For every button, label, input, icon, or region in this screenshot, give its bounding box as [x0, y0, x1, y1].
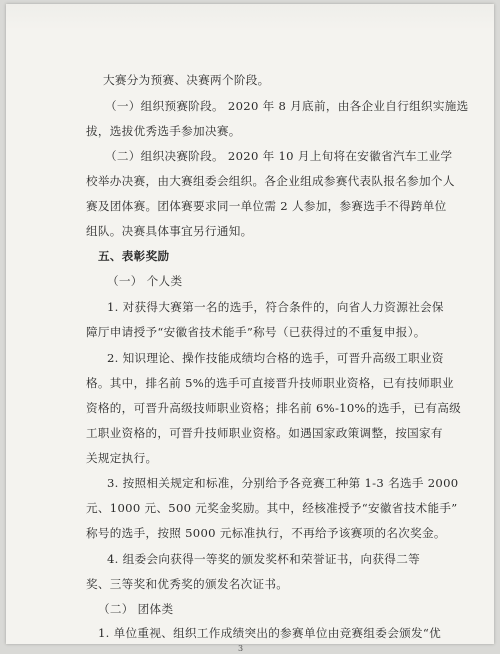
- section-heading: 五、表彰奖励: [98, 249, 170, 263]
- text-line: 1. 对获得大赛第一名的选手，符合条件的，向省人力资源社会保: [107, 300, 444, 314]
- text-line: 赛及团体赛。团体赛要求同一单位需 2 人参加，参赛选手不得跨单位: [86, 199, 447, 213]
- subsection-heading: （一） 个人类: [107, 274, 183, 288]
- document-page: [6, 4, 494, 653]
- text-line: 3. 按照相关规定和标准，分别给予各竞赛工种第 1-3 名选手 2000: [107, 476, 459, 490]
- text-line: （二）组织决赛阶段。 2020 年 10 月上旬将在安徽省汽车工业学: [105, 149, 453, 163]
- text-line: 大赛分为预赛、决赛两个阶段。: [103, 73, 270, 87]
- text-line: 4. 组委会向获得一等奖的颁发奖杯和荣誉证书，向获得二等: [107, 552, 420, 566]
- text-line: 组队。决赛具体事宜另行通知。: [86, 224, 253, 238]
- text-line: 1. 单位重视、组织工作成绩突出的参赛单位由竞赛组委会颁发“优: [98, 626, 442, 640]
- text-line: 拔，选拔优秀选手参加决赛。: [86, 124, 241, 138]
- text-line: 奖、三等奖和优秀奖的颁发名次证书。: [86, 577, 289, 591]
- text-line: 关规定执行。: [86, 451, 158, 465]
- text-line: 称号的选手，按照 5000 元标准执行，不再给予该赛项的名次奖金。: [86, 526, 446, 540]
- text-line: 2. 知识理论、操作技能成绩均合格的选手，可晋升高级工职业资: [107, 351, 444, 365]
- text-line: （一）组织预赛阶段。 2020 年 8 月底前，由各企业自行组织实施选: [105, 99, 469, 113]
- subsection-heading: （二） 团体类: [98, 602, 174, 616]
- text-line: 工职业资格的，可晋升技师职业资格。如遇国家政策调整，按国家有: [86, 426, 443, 440]
- scan-top-edge: [6, 4, 494, 30]
- text-line: 资格的，可晋升高级技师职业资格；排名前 6%-10%的选手，已有高级: [86, 401, 461, 415]
- text-line: 格。其中，排名前 5%的选手可直接晋升技师职业资格，已有技师职业: [86, 376, 454, 390]
- text-line: 障厅申请授予“安徽省技术能手”称号（已获得过的不重复申报）。: [86, 325, 426, 339]
- text-line: 元、1000 元、500 元奖金奖励。其中，经核准授予“安徽省技术能手”: [86, 501, 458, 515]
- text-line: 校举办决赛，由大赛组委会组织。各企业组成参赛代表队报名参加个人: [86, 174, 455, 188]
- page-number: 3: [238, 644, 244, 653]
